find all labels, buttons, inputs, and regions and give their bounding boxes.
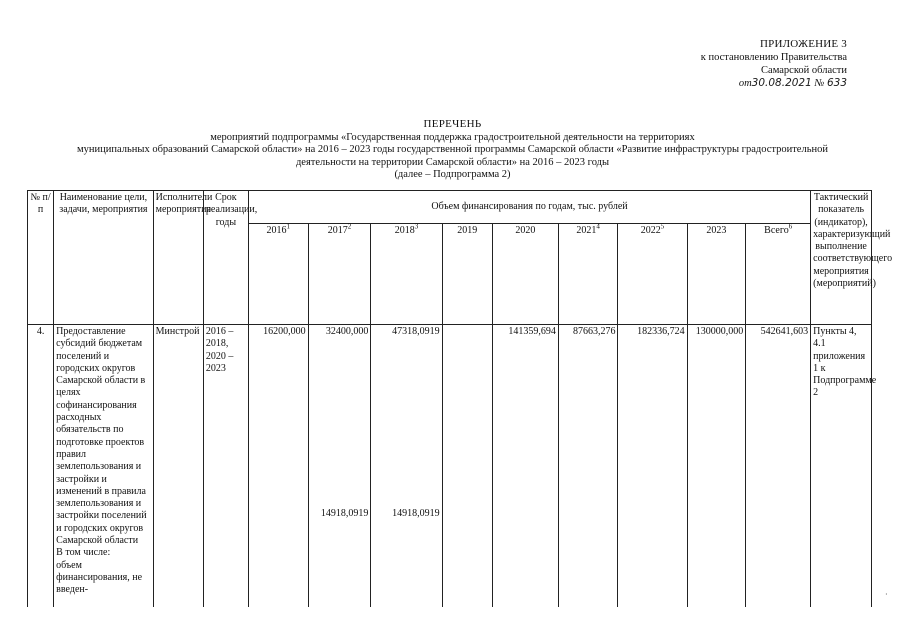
value-2016: 16200,000 (248, 325, 308, 608)
row-name (54, 325, 153, 608)
signed-number: 633 (826, 77, 847, 89)
appendix-block (701, 38, 847, 90)
scan-mark: · (885, 590, 888, 599)
row-num: 4. (28, 325, 54, 608)
value-2017: 32400,000 14918,0919 (308, 325, 371, 608)
value-2021: 87663,276 (558, 325, 618, 608)
header-name: Наименование цели, задачи, мероприятия (54, 191, 153, 325)
row-sub-label-2: объем финансирования, не введен- (56, 559, 143, 596)
header-executor: Исполнители мероприятия (153, 191, 203, 325)
appendix-line-1: к постановлению Правительства (700, 52, 847, 63)
signed-date: 30.08.2021 (751, 77, 812, 89)
row-sub-label-1: В том числе: (56, 547, 111, 559)
row-executor: Минстрой (153, 325, 203, 608)
year-header: 2023 (687, 224, 746, 325)
heading-line-2: муниципальных образований Самарской области» на 2016 – 2023 годы государственной программы Самарской области «Развитие инфраструктуры градостроительной (77, 144, 828, 155)
year-header: 2022$^5$ (618, 224, 687, 325)
date-prefix: от (738, 78, 752, 89)
year-header: 2021$^4$ (558, 224, 618, 325)
header-funding: Объем финансирования по годам, тыс. рублей (248, 191, 810, 224)
heading-title: ПЕРЕЧЕНЬ (423, 118, 482, 130)
table-row (28, 325, 872, 608)
value-total: 542641,603 (746, 325, 811, 608)
year-header: 2016$^1$ (248, 224, 308, 325)
year-header: 2020 (492, 224, 558, 325)
row-indicator: Пункты 4, 4.1 приложения 1 к Подпрограмме 2 (811, 325, 872, 608)
measures-table (27, 190, 893, 607)
header-indicator: Тактический показатель (индикатор), характеризующий выполнение соответствующего мероприятия (мероприятий) (811, 191, 872, 325)
year-header-total: Всего$^6$ (746, 224, 811, 325)
appendix-title: ПРИЛОЖЕНИЕ 3 (760, 38, 847, 50)
sub-value-2018: 14918,0919 (392, 508, 440, 520)
document-heading (0, 118, 905, 182)
number-prefix: № (814, 78, 825, 89)
heading-line-4: (далее – Подпрограмма 2) (394, 169, 511, 180)
header-num: № п/п (28, 191, 54, 325)
sub-value-2017: 14918,0919 (320, 508, 369, 520)
row-name-text: Предоставление субсидий бюджетам поселений и городских округов Самарской области в целях софинансирования расходных обязательств по подготовке проектов правил землепользования и застройки и изменений в правила землепользования и застройки поселений и городских округов Самарской области (56, 326, 147, 547)
value-2018: 47318,0919 14918,0919 (371, 325, 442, 608)
value-2023: 130000,000 (687, 325, 746, 608)
heading-line-1: мероприятий подпрограммы «Государственная поддержка градостроительной деятельности на территориях (210, 131, 695, 143)
value-2019 (442, 325, 492, 608)
value-2020: 141359,694 (492, 325, 558, 608)
year-header: 2019 (442, 224, 492, 325)
year-header: 2017$^2$ (308, 224, 371, 325)
heading-line-3: деятельности на территории Самарской области» на 2016 – 2023 годы (295, 156, 610, 168)
appendix-line-2: Самарской области (761, 65, 847, 76)
value-2022: 182336,724 (618, 325, 687, 608)
appendix-date-line (701, 77, 847, 90)
header-term: Срок реализации, годы (203, 191, 248, 325)
year-header: 2018$^3$ (371, 224, 442, 325)
row-term: 2016 – 2018, 2020 – 2023 (203, 325, 248, 608)
